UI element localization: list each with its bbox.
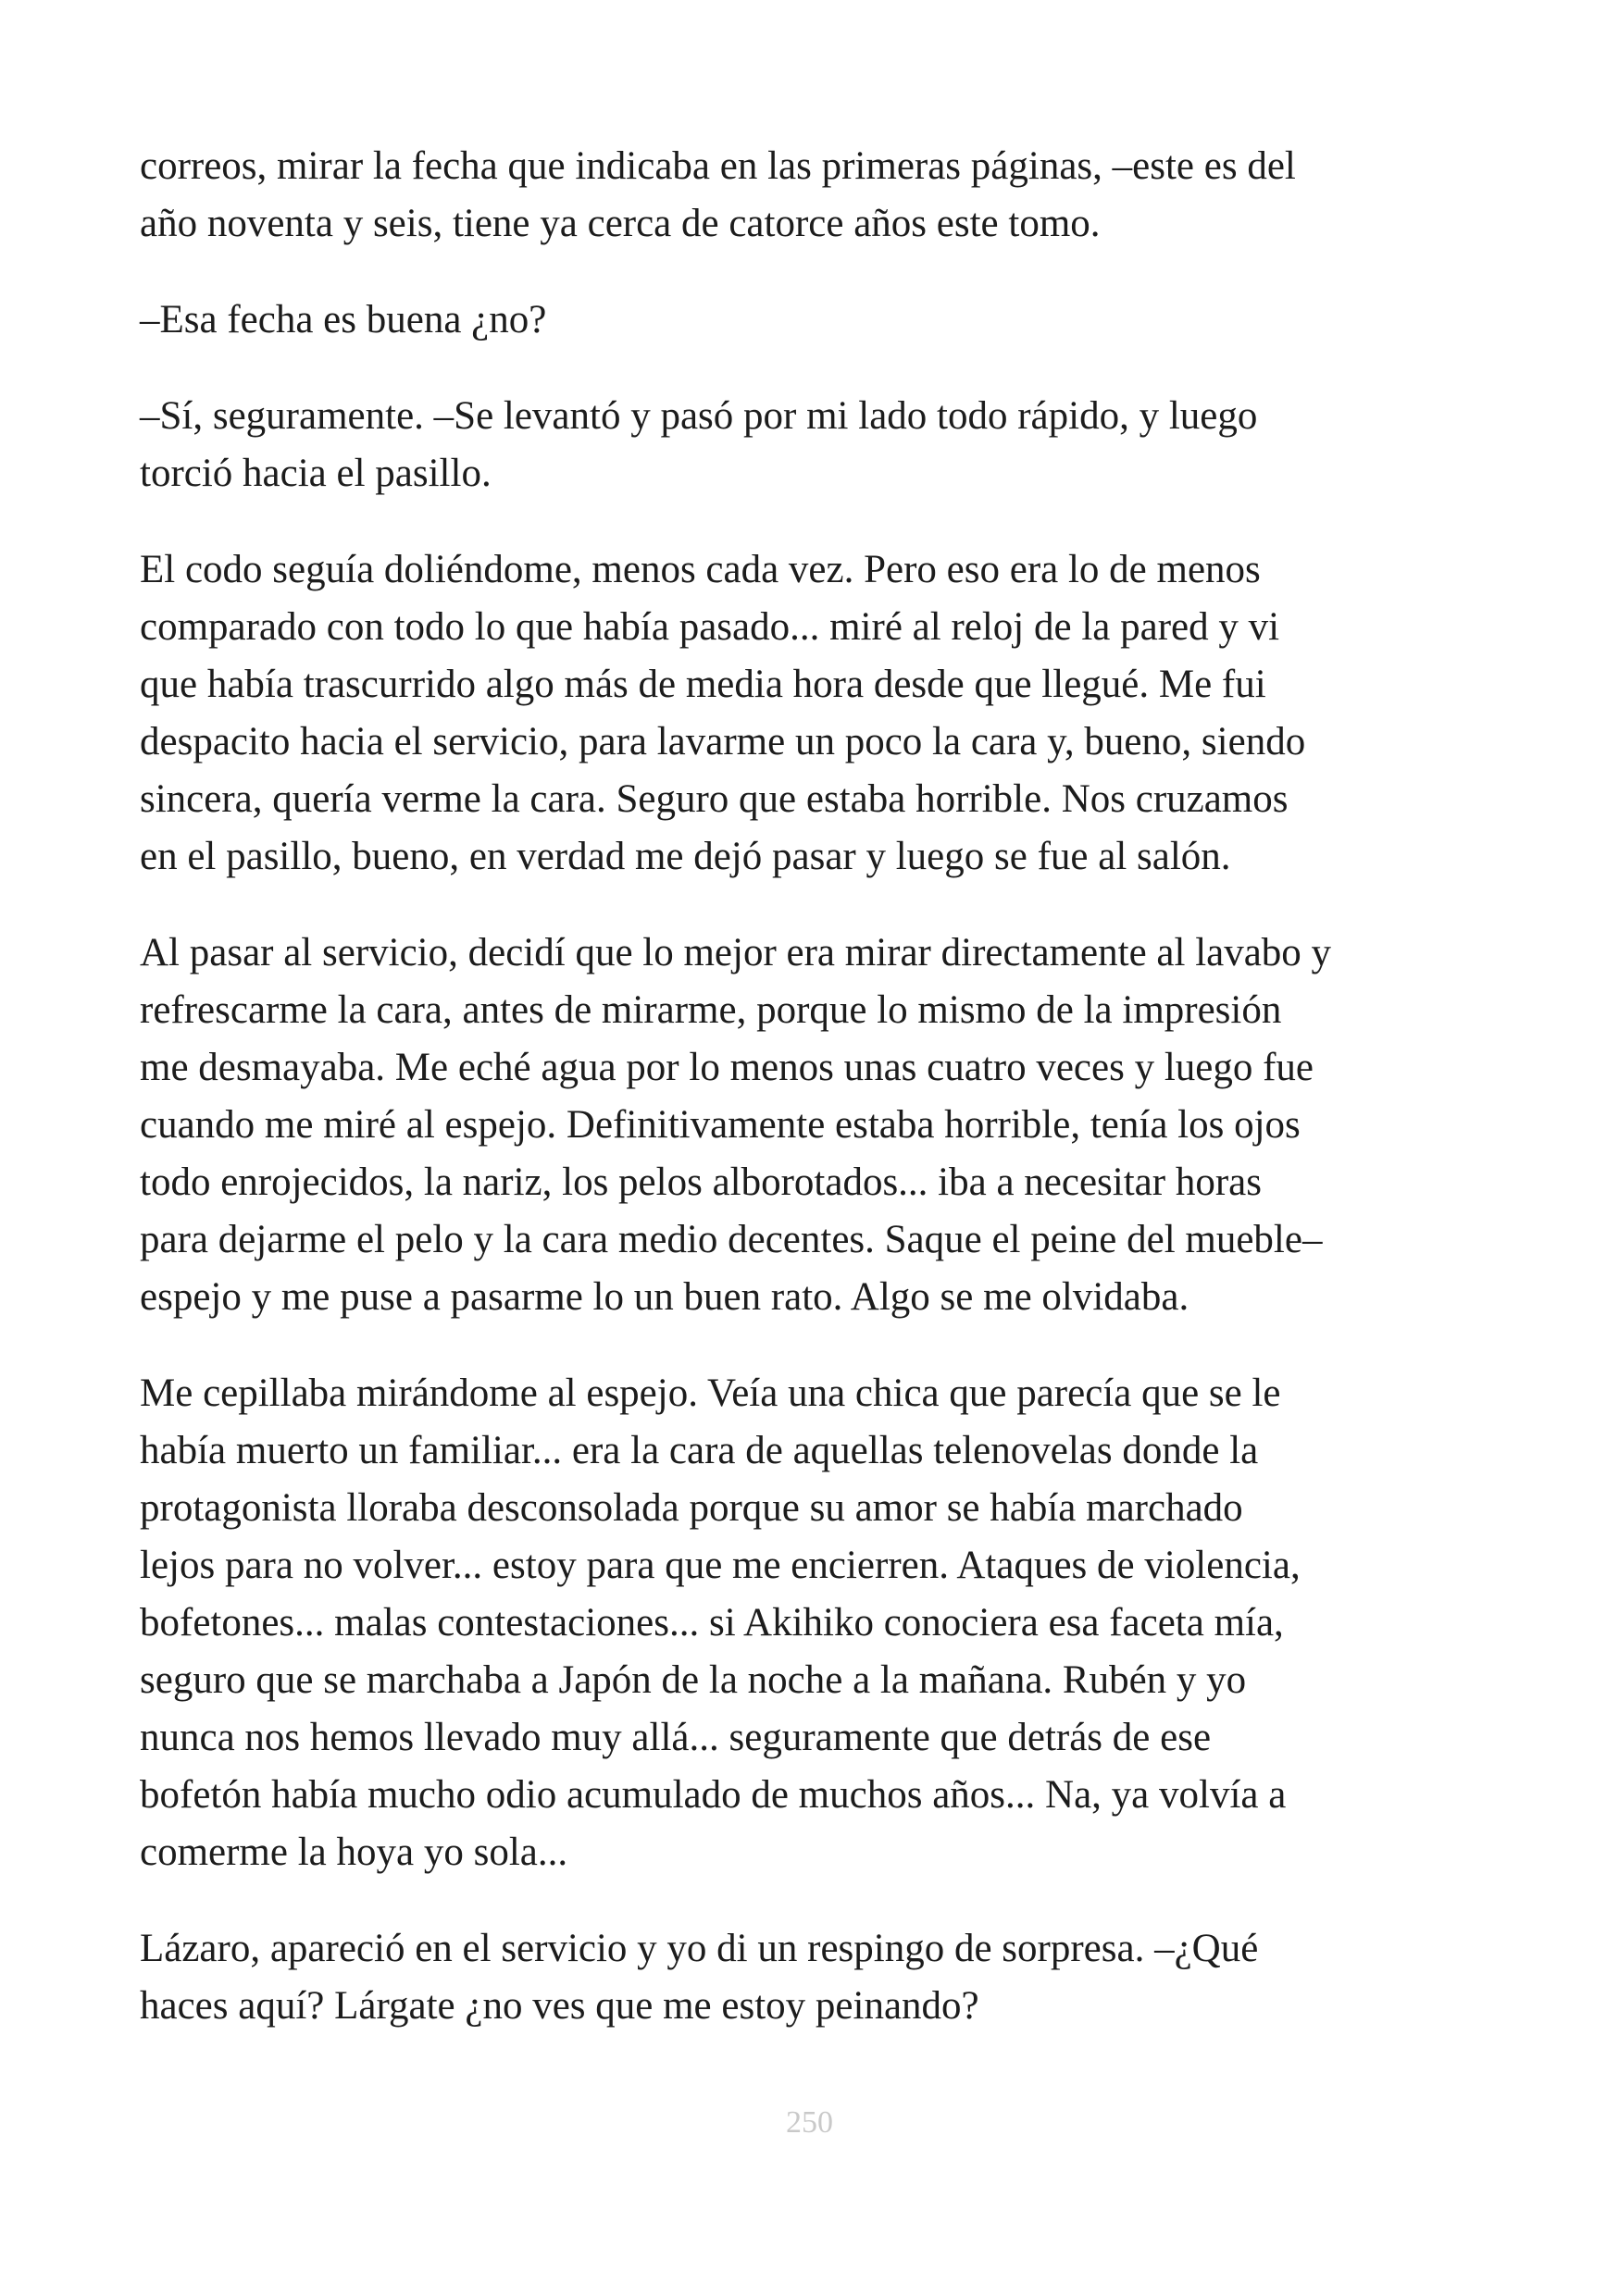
text-line: todo enrojecidos, la nariz, los pelos alborotados... iba a necesitar horas [140,1160,1262,1204]
paragraph [140,541,1584,886]
text-line: sincera, quería verme la cara. Seguro que estaba horrible. Nos cruzamos [140,777,1289,821]
text-line: Lázaro, apareció en el servicio y yo di un respingo de sorpresa. –¿Qué [140,1927,1259,1970]
text-line: –Esa fecha es buena ¿no? [140,298,547,341]
paragraph [140,1920,1584,2035]
text-line: Al pasar al servicio, decidí que lo mejor era mirar directamente al lavabo y [140,931,1332,974]
text-line: haces aquí? Lárgate ¿no ves que me estoy peinando? [140,1984,979,2028]
text-line: lejos para no volver... estoy para que me encierren. Ataques de violencia, [140,1544,1301,1587]
body-text [140,138,1584,2035]
text-line: protagonista lloraba desconsolada porque su amor se había marchado [140,1486,1243,1530]
text-line: Me cepillaba mirándome al espejo. Veía una chica que parecía que se le [140,1371,1281,1415]
text-line: cuando me miré al espejo. Definitivamente estaba horrible, tenía los ojos [140,1103,1301,1147]
paragraph [140,388,1584,503]
paragraph [140,138,1584,253]
text-line: El codo seguía doliéndome, menos cada vez. Pero eso era lo de menos [140,548,1261,591]
paragraph [140,292,1584,349]
text-line: en el pasillo, bueno, en verdad me dejó pasar y luego se fue al salón. [140,835,1231,878]
page-number: 250 [786,2105,833,2140]
text-line: que había trascurrido algo más de media hora desde que llegué. Me fui [140,663,1266,706]
text-line: correos, mirar la fecha que indicaba en las primeras páginas, –este es del [140,144,1296,188]
text-line: nunca nos hemos llevado muy allá... seguramente que detrás de ese [140,1716,1212,1759]
text-line: espejo y me puse a pasarme lo un buen rato. Algo se me olvidaba. [140,1275,1189,1319]
text-line: comerme la hoya yo sola... [140,1831,568,1874]
text-line: para dejarme el pelo y la cara medio decentes. Saque el peine del mueble– [140,1218,1323,1261]
text-line: me desmayaba. Me eché agua por lo menos unas cuatro veces y luego fue [140,1046,1314,1089]
text-line: había muerto un familiar... era la cara de aquellas telenovelas donde la [140,1429,1259,1472]
paragraph [140,925,1584,1326]
text-line: despacito hacia el servicio, para lavarme un poco la cara y, bueno, siendo [140,720,1306,763]
text-line: bofetón había mucho odio acumulado de muchos años... Na, ya volvía a [140,1773,1287,1817]
text-line: refrescarme la cara, antes de mirarme, porque lo mismo de la impresión [140,988,1282,1032]
text-line: –Sí, seguramente. –Se levantó y pasó por mi lado todo rápido, y luego [140,394,1258,438]
text-line: comparado con todo lo que había pasado... miré al reloj de la pared y vi [140,605,1280,649]
text-line: año noventa y seis, tiene ya cerca de catorce años este tomo. [140,202,1101,245]
paragraph [140,1365,1584,1881]
text-line: seguro que se marchaba a Japón de la noche a la mañana. Rubén y yo [140,1658,1247,1702]
text-line: torció hacia el pasillo. [140,452,492,495]
text-line: bofetones... malas contestaciones... si Akihiko conociera esa faceta mía, [140,1601,1284,1644]
